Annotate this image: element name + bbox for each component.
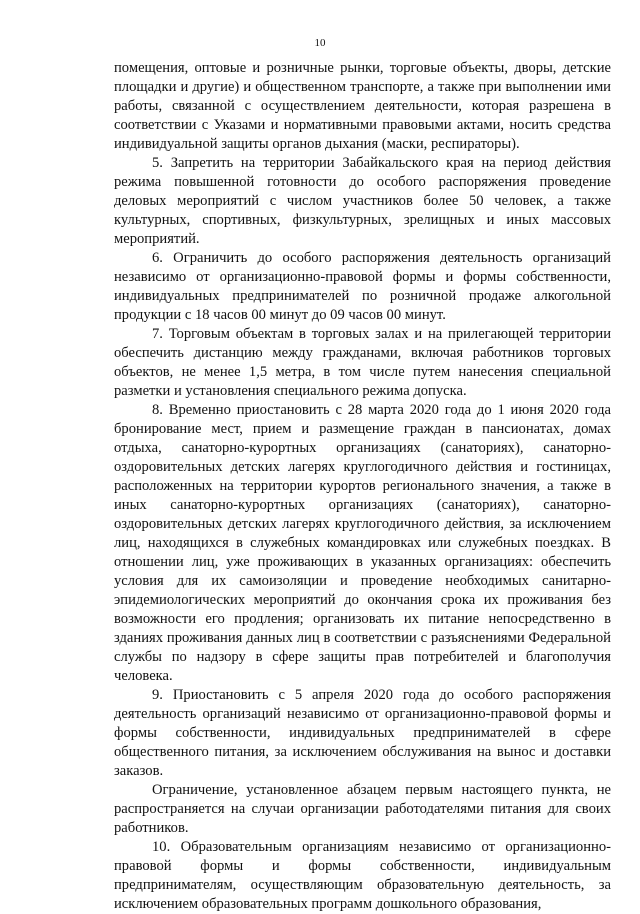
paragraph-item-6: 6. Ограничить до особого распоряжения деятельность организаций независимо от организационно-правовой формы и формы собственности, индивидуальных предпринимателей по розничной продаже алкогольной продукции с 18 часов 00 минут до 09 часов 00 минут.	[114, 250, 611, 323]
paragraph-item-9: 9. Приостановить с 5 апреля 2020 года до особого распоряжения деятельность организаций независимо от организационно-правовой формы и формы собственности, индивидуальных предпринимателей в сфере общественного питания, за исключением обслуживания на вынос и доставки заказов.	[114, 687, 611, 779]
paragraph-continuation: помещения, оптовые и розничные рынки, торговые объекты, дворы, детские площадки и другие) и общественном транспорте, а также при выполнении ими работы, связанной с осуществлением деятельности, которая разрешена в соответствии с Указами и нормативными правовыми актами, носить средства индивидуальной защиты органов дыхания (маски, респираторы).	[114, 60, 611, 152]
paragraph-item-9-restriction: Ограничение, установленное абзацем первым настоящего пункта, не распространяется на случаи организации работодателями питания для своих работников.	[114, 782, 611, 836]
paragraph-item-10: 10. Образовательным организациям независимо от организационно-правовой формы и формы собственности, индивидуальным предпринимателям, осуществляющим образовательную деятельность, за исключением образовательных программ дошкольного образования,	[114, 839, 611, 912]
paragraph-item-5: 5. Запретить на территории Забайкальского края на период действия режима повышенной готовности до особого распоряжения проведение деловых мероприятий с числом участников более 50 человек, а также культурных, спортивных, физкультурных, зрелищных и иных массовых мероприятий.	[114, 155, 611, 247]
paragraph-item-7: 7. Торговым объектам в торговых залах и на прилегающей территории обеспечить дистанцию между гражданами, включая работников торговых объектов, не менее 1,5 метра, в том числе путем нанесения специальной разметки и установления специального режима допуска.	[114, 326, 611, 399]
paragraph-item-8: 8. Временно приостановить с 28 марта 2020 года до 1 июня 2020 года бронирование мест, прием и размещение граждан в пансионатах, домах отдыха, санаторно-курортных организациях (санаториях), санаторно-оздоровительных детских лагерях круглогодичного действия и гостиницах, расположенных на территории курортов регионального значения, а также в иных санаторно-курортных организациях (санаториях), санаторно-оздоровительных детских лагерях круглогодичного действия, за исключением лиц, находящихся в служебных командировках или служебных поездках. В отношении лиц, уже проживающих в указанных организациях: обеспечить условия для их самоизоляции и проведение необходимых санитарно-эпидемиологических мероприятий до окончания срока их проживания без возможности его продления; организовать их питание непосредственно в зданиях проживания данных лиц в соответствии с разъяснениями Федеральной службы по надзору в сфере защиты прав потребителей и благополучия человека.	[114, 402, 611, 684]
document-body	[114, 59, 611, 914]
page-number: 10	[314, 37, 326, 49]
